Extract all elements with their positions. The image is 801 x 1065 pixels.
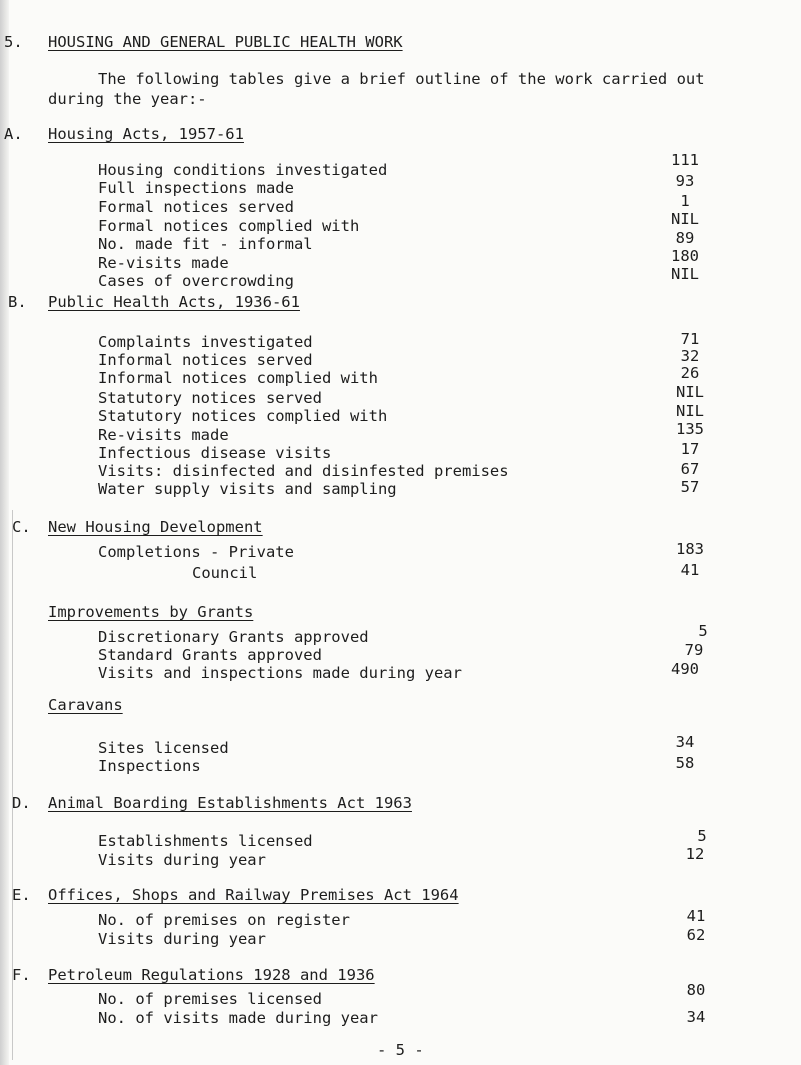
section-f-letter: F. — [12, 966, 31, 984]
section-b-label: Re-visits made — [98, 426, 229, 444]
section-d-value: 12 — [685, 845, 705, 863]
caravans-label: Sites licensed — [98, 739, 229, 757]
grants-value: 79 — [684, 641, 704, 659]
section-c-letter: C. — [12, 518, 31, 536]
section-e-label: Visits during year — [98, 930, 266, 948]
section-d-title: Animal Boarding Establishments Act 1963 — [48, 794, 412, 812]
grants-label: Standard Grants approved — [98, 646, 322, 664]
page-edge-shadow — [0, 0, 9, 1065]
section-b-value: NIL — [676, 402, 704, 420]
section-b-label: Complaints investigated — [98, 333, 313, 351]
section-b-value: 26 — [680, 364, 700, 382]
section-d-value: 5 — [697, 827, 707, 845]
section-b-title: Public Health Acts, 1936-61 — [48, 293, 300, 311]
section-a-label: Re-visits made — [98, 254, 229, 272]
section-f-value: 80 — [686, 981, 706, 999]
section-e-value: 41 — [686, 907, 706, 925]
section-a-label: No. made fit - informal — [98, 235, 313, 253]
page-number: - 5 - — [377, 1041, 424, 1059]
section-b-value: 67 — [680, 460, 700, 478]
section-a-value: 111 — [671, 151, 699, 169]
section-a-value: 180 — [671, 247, 699, 265]
heading-number: 5. — [4, 33, 23, 51]
caravans-label: Inspections — [98, 757, 201, 775]
section-b-value: NIL — [676, 383, 704, 401]
section-a-label: Housing conditions investigated — [98, 161, 388, 179]
grants-title: Improvements by Grants — [48, 603, 254, 621]
caravans-title: Caravans — [48, 696, 123, 714]
section-f-label: No. of visits made during year — [98, 1009, 378, 1027]
section-a-letter: A. — [4, 125, 23, 143]
section-c-label: Council — [192, 564, 258, 582]
caravans-value: 34 — [675, 733, 695, 751]
section-b-label: Informal notices served — [98, 351, 313, 369]
section-a-value: NIL — [671, 210, 699, 228]
section-a-value: 93 — [675, 172, 695, 190]
section-b-value: 135 — [676, 420, 704, 438]
section-e-title: Offices, Shops and Railway Premises Act 1964 — [48, 886, 459, 904]
section-c-title: New Housing Development — [48, 518, 263, 536]
section-b-label: Informal notices complied with — [98, 369, 378, 387]
page-title: HOUSING AND GENERAL PUBLIC HEALTH WORK — [48, 33, 403, 51]
section-e-label: No. of premises on register — [98, 911, 350, 929]
grants-label: Discretionary Grants approved — [98, 628, 369, 646]
grants-value: 490 — [671, 660, 699, 678]
section-d-letter: D. — [12, 794, 31, 812]
section-f-value: 34 — [686, 1008, 706, 1026]
section-a-label: Cases of overcrowding — [98, 272, 294, 290]
section-d-label: Establishments licensed — [98, 832, 313, 850]
section-c-label: Completions - Private — [98, 543, 294, 561]
section-a-label: Full inspections made — [98, 179, 294, 197]
section-b-value: 17 — [680, 440, 700, 458]
section-c-value: 41 — [680, 561, 700, 579]
section-b-label: Infectious disease visits — [98, 444, 332, 462]
section-b-letter: B. — [8, 293, 27, 311]
section-a-label: Formal notices complied with — [98, 217, 360, 235]
section-e-value: 62 — [686, 926, 706, 944]
section-b-label: Statutory notices complied with — [98, 407, 388, 425]
caravans-value: 58 — [675, 754, 695, 772]
intro-line-1: The following tables give a brief outline of the work carried out — [98, 70, 705, 88]
section-a-value: NIL — [671, 265, 699, 283]
section-b-value: 71 — [680, 330, 700, 348]
section-b-label: Statutory notices served — [98, 389, 322, 407]
section-a-label: Formal notices served — [98, 198, 294, 216]
section-b-label: Visits: disinfected and disinfested premises — [98, 462, 509, 480]
grants-value: 5 — [698, 622, 708, 640]
section-d-label: Visits during year — [98, 851, 266, 869]
section-f-label: No. of premises licensed — [98, 990, 322, 1008]
section-b-value: 32 — [680, 347, 700, 365]
section-b-label: Water supply visits and sampling — [98, 480, 397, 498]
section-a-title: Housing Acts, 1957-61 — [48, 125, 244, 143]
section-a-value: 89 — [675, 229, 695, 247]
section-b-value: 57 — [680, 478, 700, 496]
section-c-value: 183 — [676, 540, 704, 558]
grants-label: Visits and inspections made during year — [98, 664, 462, 682]
section-f-title: Petroleum Regulations 1928 and 1936 — [48, 966, 375, 984]
section-a-value: 1 — [680, 192, 690, 210]
intro-line-2: during the year:- — [48, 90, 207, 108]
section-e-letter: E. — [12, 886, 31, 904]
